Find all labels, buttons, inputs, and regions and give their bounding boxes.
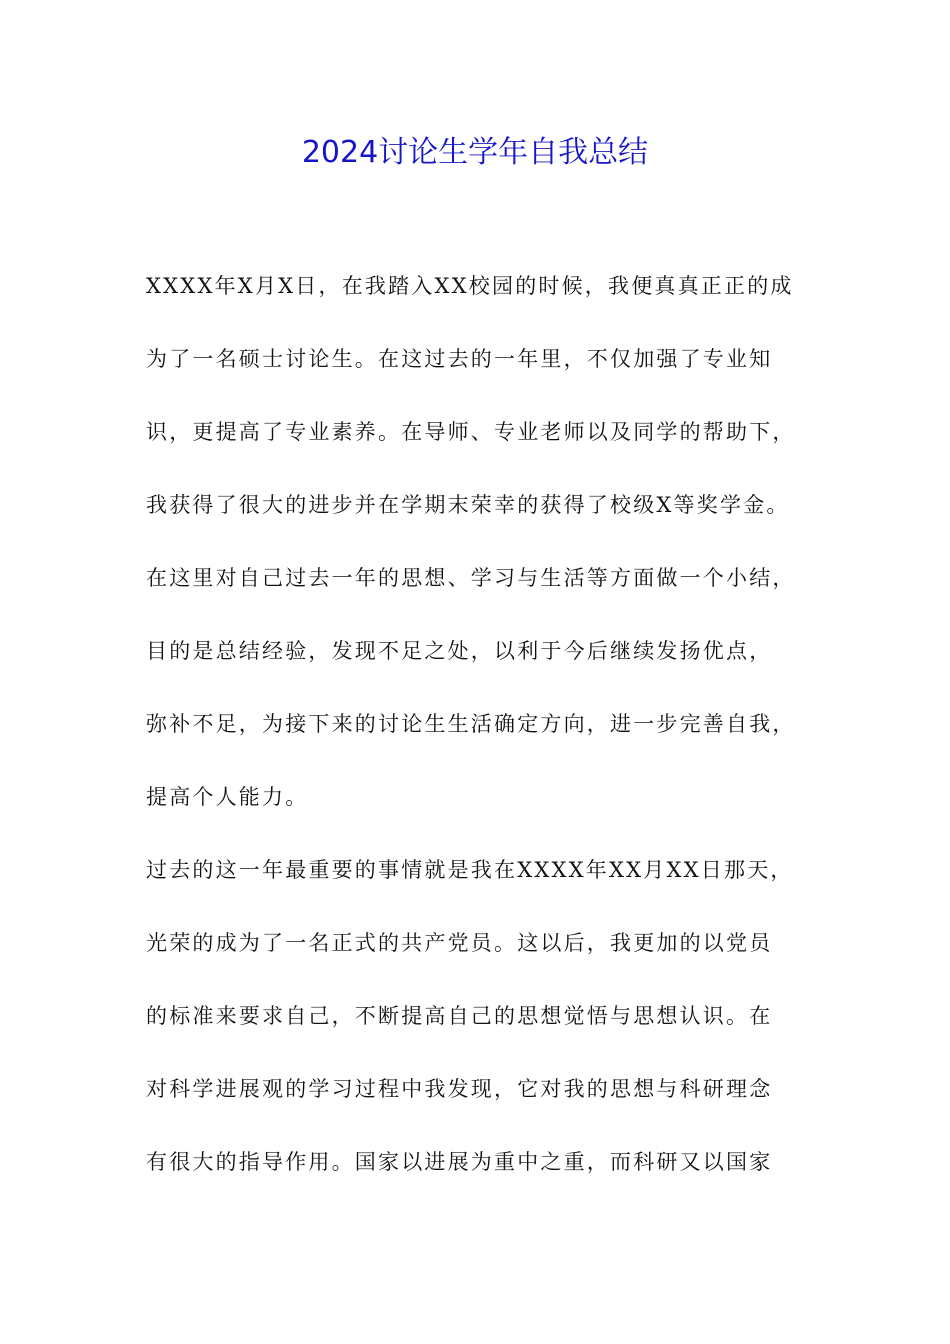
text-line: 有很大的指导作用。国家以进展为重中之重，而科研又以国家 bbox=[146, 1150, 773, 1174]
text-line: XXXX年X月X日，在我踏入XX校园的时候，我便真真正正的成 bbox=[146, 274, 794, 298]
document-title: 2024讨论生学年自我总结 bbox=[301, 135, 649, 170]
text-line: 弥补不足，为接下来的讨论生生活确定方向，进一步完善自我， bbox=[146, 712, 796, 736]
text-line: 在这里对自己过去一年的思想、学习与生活等方面做一个小结， bbox=[146, 566, 796, 590]
text-line: 提高个人能力。 bbox=[146, 785, 309, 809]
text-line: 过去的这一年最重要的事情就是我在XXXX年XX月XX日那天， bbox=[146, 858, 794, 882]
text-line: 为了一名硕士讨论生。在这过去的一年里，不仅加强了专业知 bbox=[146, 347, 773, 371]
document-body bbox=[146, 262, 826, 1211]
text-line: 对科学进展观的学习过程中我发现，它对我的思想与科研理念 bbox=[146, 1077, 773, 1101]
text-line: 目的是总结经验，发现不足之处，以利于今后继续发扬优点， bbox=[146, 639, 773, 663]
text-line: 的标准来要求自己，不断提高自己的思想觉悟与思想认识。在 bbox=[146, 1004, 773, 1028]
text-line: 识，更提高了专业素养。在导师、专业老师以及同学的帮助下， bbox=[146, 420, 796, 444]
text-line: 光荣的成为了一名正式的共产党员。这以后，我更加的以党员 bbox=[146, 931, 773, 955]
text-line: 我获得了很大的进步并在学期末荣幸的获得了校级X等奖学金。 bbox=[146, 493, 790, 517]
